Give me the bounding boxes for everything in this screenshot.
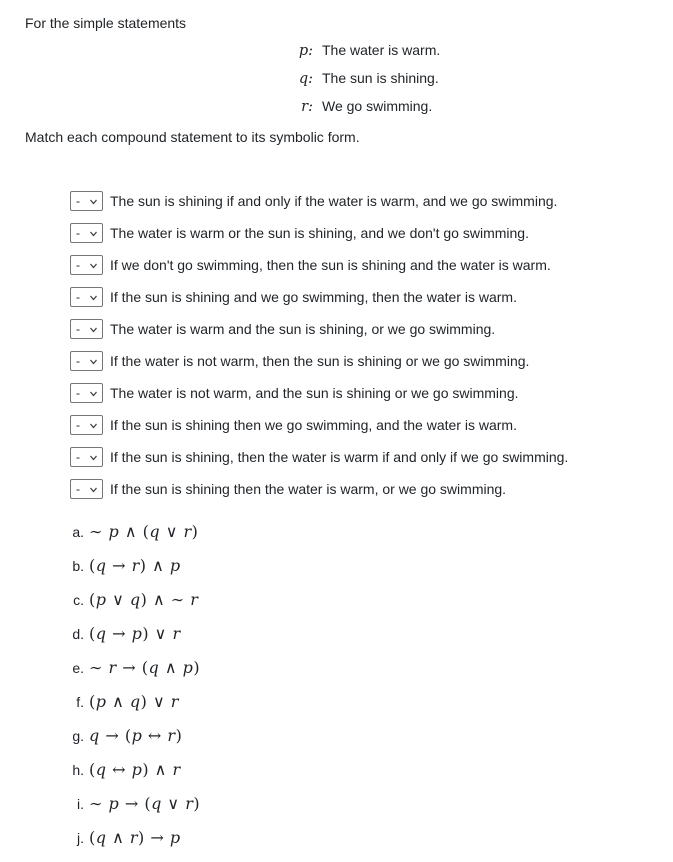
- answer-option: [52, 760, 663, 794]
- chevron-down-icon: [89, 453, 98, 462]
- definitions-list: [293, 37, 663, 121]
- statement-text: If the sun is shining and we go swimming, then the water is warm.: [110, 289, 517, 305]
- question-row: [70, 409, 663, 441]
- option-letter: b.: [72, 558, 84, 574]
- select-value: -: [76, 258, 80, 272]
- option-letter: c.: [73, 592, 84, 608]
- definition-text: We go swimming.: [322, 98, 433, 114]
- chevron-down-icon: [89, 421, 98, 430]
- answer-select[interactable]: [70, 415, 103, 435]
- option-expression: ∼ p → (q ∨ r): [89, 794, 201, 813]
- answer-option: [52, 556, 663, 590]
- option-letter: f.: [76, 694, 84, 710]
- definition-row: [293, 37, 663, 65]
- option-letter: j.: [77, 830, 84, 846]
- answer-option: [52, 828, 663, 862]
- statement-text: If the sun is shining then we go swimming, and the water is warm.: [110, 417, 517, 433]
- statement-text: If the sun is shining, then the water is warm if and only if we go swimming.: [110, 449, 569, 465]
- answer-option: [52, 692, 663, 726]
- select-value: -: [76, 418, 80, 432]
- answer-select[interactable]: [70, 351, 103, 371]
- definition-symbol: r:: [301, 99, 313, 115]
- answer-select[interactable]: [70, 383, 103, 403]
- option-letter: i.: [77, 796, 84, 812]
- answer-option: [52, 726, 663, 760]
- option-letter: a.: [72, 524, 84, 540]
- option-letter: e.: [72, 660, 84, 676]
- question-row: [70, 185, 663, 217]
- statement-text: If the water is not warm, then the sun is shining or we go swimming.: [110, 353, 530, 369]
- answer-option: [52, 590, 663, 624]
- statement-text: The water is warm and the sun is shining, or we go swimming.: [110, 321, 496, 337]
- option-expression: (q ∧ r) → p: [89, 828, 181, 847]
- select-value: -: [76, 290, 80, 304]
- chevron-down-icon: [89, 229, 98, 238]
- option-expression: (q ↔ p) ∧ r: [89, 760, 181, 779]
- definition-row: [293, 93, 663, 121]
- question-row: [70, 281, 663, 313]
- question-list: [70, 185, 663, 505]
- select-value: -: [76, 226, 80, 240]
- statement-text: The water is not warm, and the sun is shining or we go swimming.: [110, 385, 519, 401]
- answer-select[interactable]: [70, 255, 103, 275]
- question-row: [70, 377, 663, 409]
- answer-option: [52, 658, 663, 692]
- option-letter: d.: [72, 626, 84, 642]
- answer-select[interactable]: [70, 479, 103, 499]
- option-letter: h.: [72, 762, 84, 778]
- statement-text: The water is warm or the sun is shining, and we don't go swimming.: [110, 225, 529, 241]
- intro-text: For the simple statements: [25, 15, 187, 31]
- option-expression: q → (p ↔ r): [89, 726, 183, 745]
- statement-text: The sun is shining if and only if the water is warm, and we go swimming.: [110, 193, 558, 209]
- option-expression: (q → r) ∧ p: [89, 556, 181, 575]
- question-row: [70, 217, 663, 249]
- question-row: [70, 249, 663, 281]
- answer-options: [52, 522, 663, 862]
- chevron-down-icon: [89, 261, 98, 270]
- answer-select[interactable]: [70, 319, 103, 339]
- definition-row: [293, 65, 663, 93]
- statement-text: If we don't go swimming, then the sun is shining and the water is warm.: [110, 257, 551, 273]
- chevron-down-icon: [89, 197, 98, 206]
- chevron-down-icon: [89, 485, 98, 494]
- answer-option: [52, 624, 663, 658]
- select-value: -: [76, 194, 80, 208]
- select-value: -: [76, 322, 80, 336]
- answer-select[interactable]: [70, 223, 103, 243]
- chevron-down-icon: [89, 389, 98, 398]
- chevron-down-icon: [89, 357, 98, 366]
- definition-text: The water is warm.: [322, 42, 441, 58]
- answer-option: [52, 522, 663, 556]
- answer-select[interactable]: [70, 447, 103, 467]
- option-expression: ∼ r → (q ∧ p): [89, 658, 201, 677]
- question-row: [70, 313, 663, 345]
- select-value: -: [76, 386, 80, 400]
- question-row: [70, 345, 663, 377]
- question-row: [70, 473, 663, 505]
- question-row: [70, 441, 663, 473]
- instruction-text: Match each compound statement to its symbolic form.: [25, 129, 360, 145]
- answer-option: [52, 794, 663, 828]
- chevron-down-icon: [89, 325, 98, 334]
- option-expression: (p ∨ q) ∧ ∼ r: [89, 590, 199, 609]
- option-expression: (q → p) ∨ r: [89, 624, 181, 643]
- definition-symbol: q:: [298, 71, 313, 87]
- definition-text: The sun is shining.: [322, 70, 439, 86]
- select-value: -: [76, 482, 80, 496]
- chevron-down-icon: [89, 293, 98, 302]
- select-value: -: [76, 450, 80, 464]
- statement-text: If the sun is shining then the water is warm, or we go swimming.: [110, 481, 507, 497]
- option-expression: ∼ p ∧ (q ∨ r): [89, 522, 199, 541]
- select-value: -: [76, 354, 80, 368]
- definition-symbol: p:: [298, 43, 313, 59]
- option-expression: (p ∧ q) ∨ r: [89, 692, 179, 711]
- option-letter: g.: [72, 728, 84, 744]
- answer-select[interactable]: [70, 191, 103, 211]
- answer-select[interactable]: [70, 287, 103, 307]
